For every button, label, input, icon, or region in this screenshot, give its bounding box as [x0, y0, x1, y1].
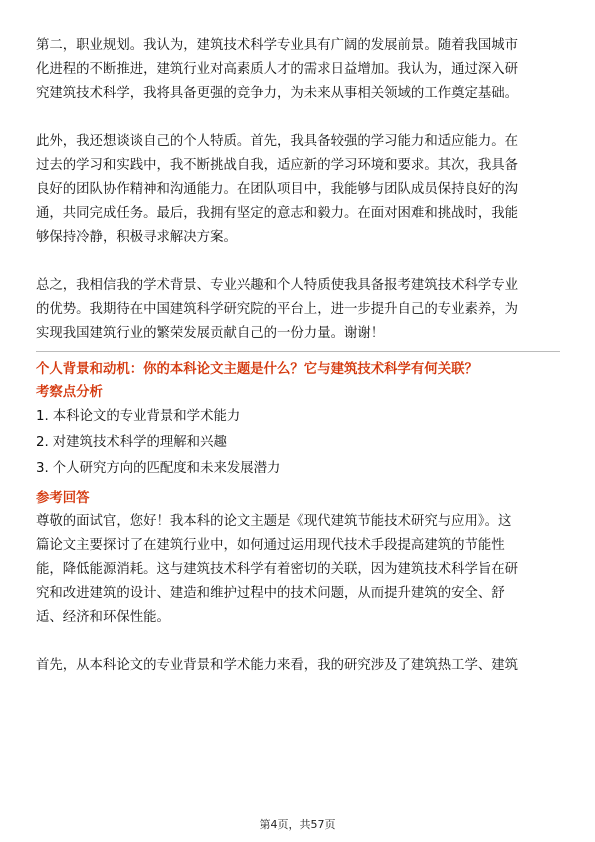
text-line: 第二，职业规划。我认为，建筑技术科学专业具有广阔的发展前景。随着我国城市 [36, 38, 519, 53]
analysis-list [36, 404, 560, 482]
text-line: 化进程的不断推进，建筑行业对高素质人才的需求日益增加。我认为，通过深入研 [36, 62, 519, 77]
section-divider [36, 351, 560, 352]
list-text: 个人研究方向的匹配度和未来发展潜力 [52, 461, 281, 476]
text-line: 过去的学习和实践中，我不断挑战自我，适应新的学习环境和要求。其次，我具备 [36, 158, 519, 173]
paragraph-answer-intro [36, 510, 560, 630]
text-line: 能，降低能源消耗。这与建筑技术科学有着密切的关联，因为建筑技术科学旨在研 [36, 562, 519, 577]
paragraph-answer-first [36, 654, 560, 678]
list-number: 1. [36, 409, 49, 424]
text-line: 良好的团队协作精神和沟通能力。在团队项目中，我能够与团队成员保持良好的沟 [36, 182, 519, 197]
list-text: 对建筑技术科学的理解和兴趣 [52, 435, 227, 450]
text-line: 首先，从本科论文的专业背景和学术能力来看，我的研究涉及了建筑热工学、建筑 [36, 658, 519, 673]
answer-heading: 参考回答 [36, 491, 90, 506]
list-item [36, 456, 560, 482]
text-line: 适、经济和环保性能。 [36, 610, 170, 625]
list-number: 3. [36, 461, 49, 476]
text-line: 够保持冷静，积极寻求解决方案。 [36, 230, 237, 245]
text-line: 究建筑技术科学，我将具备更强的竞争力，为未来从事相关领域的工作奠定基础。 [36, 86, 519, 101]
paragraph-career-plan [36, 34, 560, 106]
list-item [36, 404, 560, 430]
paragraph-conclusion [36, 274, 560, 346]
analysis-heading: 考察点分析 [36, 385, 103, 400]
text-line: 究和改进建筑的设计、建造和维护过程中的技术问题，从而提升建筑的安全、舒 [36, 586, 505, 601]
text-line: 此外，我还想谈谈自己的个人特质。首先，我具备较强的学习能力和适应能力。在 [36, 134, 519, 149]
text-line: 总之，我相信我的学术背景、专业兴趣和个人特质使我具备报考建筑技术科学专业 [36, 278, 519, 293]
list-item [36, 430, 560, 456]
page-content [36, 34, 560, 678]
list-number: 2. [36, 435, 49, 450]
text-line: 尊敬的面试官，您好！我本科的论文主题是《现代建筑节能技术研究与应用》。这 [36, 514, 512, 529]
text-line: 实现我国建筑行业的繁荣发展贡献自己的一份力量。谢谢！ [36, 326, 385, 341]
question-heading: 个人背景和动机：你的本科论文主题是什么？它与建筑技术科学有何关联？ [36, 362, 478, 377]
paragraph-personal-traits [36, 130, 560, 250]
page-number-footer: 第4页，共57页 [259, 818, 336, 831]
list-text: 本科论文的专业背景和学术能力 [52, 409, 241, 424]
text-line: 的优势。我期待在中国建筑科学研究院的平台上，进一步提升自己的专业素养，为 [36, 302, 519, 317]
text-line: 篇论文主要探讨了在建筑行业中，如何通过运用现代技术手段提高建筑的节能性 [36, 538, 505, 553]
text-line: 通，共同完成任务。最后，我拥有坚定的意志和毅力。在面对困难和挑战时，我能 [36, 206, 519, 221]
